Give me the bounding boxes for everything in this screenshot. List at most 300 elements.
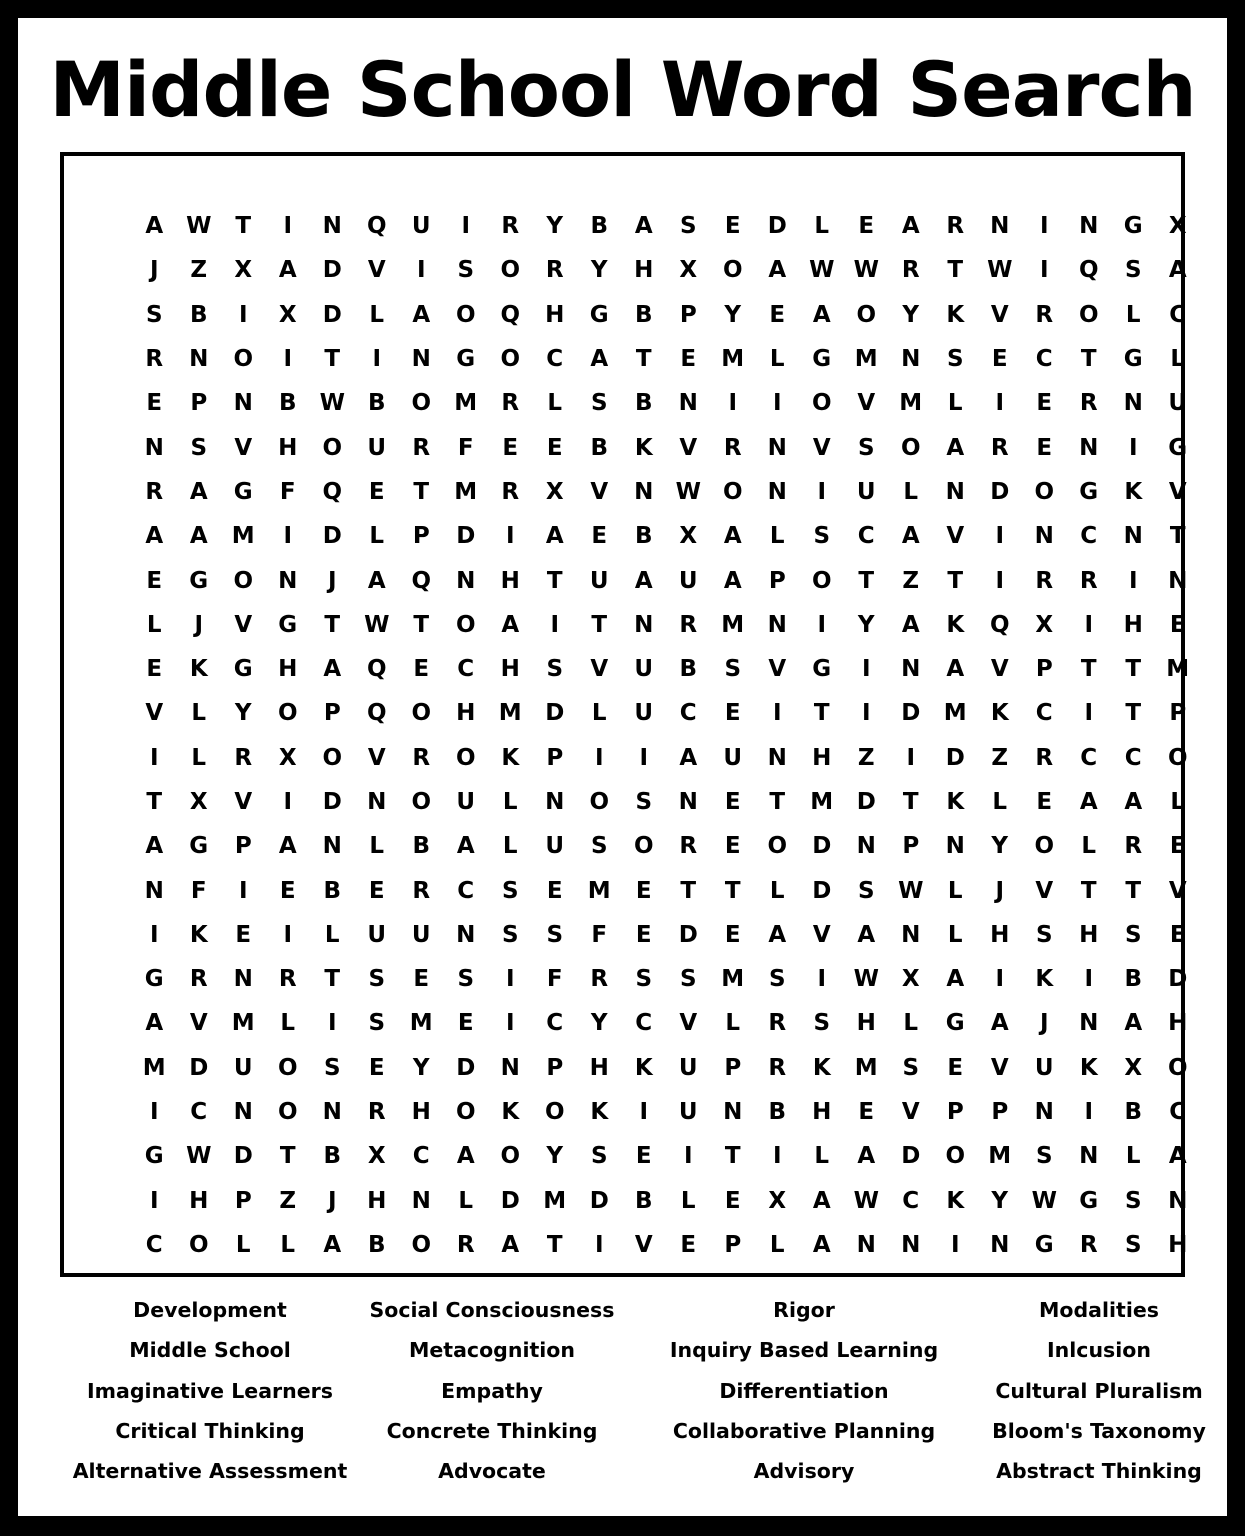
grid-letter[interactable]: N <box>767 611 787 638</box>
grid-letter[interactable]: T <box>413 611 430 638</box>
grid-letter[interactable]: U <box>1034 1054 1054 1081</box>
grid-letter[interactable]: U <box>723 744 743 771</box>
grid-letter[interactable]: Y <box>234 700 252 727</box>
grid-letter[interactable]: N <box>678 390 698 417</box>
grid-letter[interactable]: I <box>728 390 738 417</box>
grid-letter[interactable]: A <box>501 1231 520 1258</box>
grid-letter[interactable]: P <box>323 700 341 727</box>
grid-letter[interactable]: O <box>277 1099 298 1126</box>
grid-letter[interactable]: X <box>545 478 564 505</box>
grid-letter[interactable]: Y <box>724 301 742 328</box>
grid-letter[interactable]: O <box>767 833 788 860</box>
grid-letter[interactable]: E <box>1036 789 1053 815</box>
grid-letter[interactable]: I <box>639 744 649 771</box>
grid-letter[interactable]: Y <box>590 257 608 284</box>
grid-letter[interactable]: O <box>322 434 343 461</box>
grid-letter[interactable]: M <box>231 1010 255 1037</box>
grid-letter[interactable]: B <box>634 523 653 550</box>
grid-letter[interactable]: F <box>279 478 296 505</box>
grid-letter[interactable]: T <box>858 567 875 594</box>
grid-letter[interactable]: W <box>675 478 701 505</box>
grid-letter[interactable]: I <box>817 611 827 638</box>
grid-letter[interactable]: G <box>589 301 609 328</box>
grid-letter[interactable]: P <box>190 390 208 417</box>
grid-letter[interactable]: I <box>149 921 159 948</box>
grid-letter[interactable]: L <box>547 390 563 417</box>
grid-letter[interactable]: C <box>1080 523 1098 550</box>
grid-letter[interactable]: X <box>1035 611 1054 638</box>
grid-letter[interactable]: N <box>500 1054 520 1081</box>
grid-letter[interactable]: Y <box>412 1054 430 1081</box>
grid-letter[interactable]: E <box>991 346 1008 373</box>
grid-letter[interactable]: Y <box>991 1187 1009 1214</box>
grid-letter[interactable]: J <box>327 567 337 594</box>
grid-letter[interactable]: F <box>190 877 207 904</box>
grid-letter[interactable]: I <box>817 478 827 505</box>
grid-letter[interactable]: A <box>145 1010 164 1037</box>
grid-letter[interactable]: K <box>501 1099 520 1126</box>
grid-letter[interactable]: S <box>590 833 608 860</box>
grid-letter[interactable]: I <box>283 346 293 373</box>
grid-letter[interactable]: D <box>990 478 1010 505</box>
grid-letter[interactable]: I <box>505 966 515 993</box>
grid-letter[interactable]: B <box>679 656 698 683</box>
grid-letter[interactable]: I <box>1039 257 1049 284</box>
grid-letter[interactable]: A <box>323 656 342 683</box>
grid-letter[interactable]: N <box>1123 390 1143 417</box>
grid-letter[interactable]: O <box>1167 1054 1188 1081</box>
grid-letter[interactable]: T <box>680 877 697 904</box>
grid-letter[interactable]: O <box>455 744 476 771</box>
grid-letter[interactable]: I <box>550 611 560 638</box>
grid-letter[interactable]: O <box>811 390 832 417</box>
grid-letter[interactable]: X <box>679 257 698 284</box>
grid-letter[interactable]: I <box>817 966 827 993</box>
grid-letter[interactable]: R <box>367 1099 386 1126</box>
grid-letter[interactable]: M <box>721 611 745 638</box>
grid-letter[interactable]: L <box>814 213 830 240</box>
grid-letter[interactable]: A <box>1079 789 1098 815</box>
grid-letter[interactable]: E <box>1036 434 1053 461</box>
grid-letter[interactable]: N <box>278 567 298 594</box>
grid-letter[interactable]: D <box>456 523 476 550</box>
grid-letter[interactable]: O <box>1034 833 1055 860</box>
grid-letter[interactable]: E <box>1169 611 1186 638</box>
grid-letter[interactable]: I <box>861 700 871 727</box>
grid-letter[interactable]: I <box>950 1231 960 1258</box>
grid-letter[interactable]: Z <box>857 744 875 771</box>
grid-letter[interactable]: V <box>990 301 1009 328</box>
grid-letter[interactable]: E <box>635 1143 652 1170</box>
grid-letter[interactable]: M <box>1166 656 1190 683</box>
grid-letter[interactable]: M <box>142 1054 166 1081</box>
grid-letter[interactable]: Y <box>991 833 1009 860</box>
grid-letter[interactable]: D <box>322 257 342 284</box>
grid-letter[interactable]: Y <box>857 611 875 638</box>
grid-letter[interactable]: Z <box>190 257 208 284</box>
grid-letter[interactable]: T <box>813 700 830 727</box>
grid-letter[interactable]: T <box>235 213 252 240</box>
grid-letter[interactable]: R <box>1035 567 1054 594</box>
grid-letter[interactable]: R <box>278 966 297 993</box>
grid-letter[interactable]: A <box>946 966 965 993</box>
grid-letter[interactable]: W <box>1031 1187 1057 1214</box>
grid-letter[interactable]: D <box>767 213 787 240</box>
grid-letter[interactable]: A <box>857 921 876 948</box>
grid-letter[interactable]: I <box>861 656 871 683</box>
grid-letter[interactable]: H <box>278 656 298 683</box>
grid-letter[interactable]: V <box>1035 877 1054 904</box>
grid-letter[interactable]: D <box>500 1187 520 1214</box>
grid-letter[interactable]: N <box>1168 1187 1188 1214</box>
grid-letter[interactable]: W <box>809 257 835 284</box>
grid-letter[interactable]: L <box>191 744 207 771</box>
grid-letter[interactable]: T <box>546 567 563 594</box>
grid-letter[interactable]: P <box>234 833 252 860</box>
grid-letter[interactable]: O <box>1034 478 1055 505</box>
grid-letter[interactable]: N <box>767 434 787 461</box>
grid-letter[interactable]: E <box>457 1010 474 1037</box>
grid-letter[interactable]: H <box>545 301 565 328</box>
grid-letter[interactable]: E <box>680 1231 697 1258</box>
grid-letter[interactable]: N <box>545 789 565 815</box>
grid-letter[interactable]: D <box>901 700 921 727</box>
grid-letter[interactable]: O <box>633 833 654 860</box>
grid-letter[interactable]: N <box>901 346 921 373</box>
grid-letter[interactable]: N <box>411 1187 431 1214</box>
grid-letter[interactable]: Q <box>989 611 1010 638</box>
grid-letter[interactable]: N <box>856 1231 876 1258</box>
grid-letter[interactable]: A <box>946 434 965 461</box>
grid-letter[interactable]: P <box>768 567 786 594</box>
grid-letter[interactable]: S <box>501 877 519 904</box>
grid-letter[interactable]: V <box>634 1231 653 1258</box>
grid-letter[interactable]: S <box>946 346 964 373</box>
grid-letter[interactable]: O <box>411 1231 432 1258</box>
grid-letter[interactable]: C <box>190 1099 208 1126</box>
grid-letter[interactable]: E <box>680 346 697 373</box>
grid-letter[interactable]: T <box>413 478 430 505</box>
grid-letter[interactable]: V <box>812 921 831 948</box>
grid-letter[interactable]: A <box>901 213 920 240</box>
grid-letter[interactable]: O <box>322 744 343 771</box>
grid-letter[interactable]: P <box>1035 656 1053 683</box>
grid-letter[interactable]: S <box>1124 921 1142 948</box>
grid-letter[interactable]: N <box>322 833 342 860</box>
grid-letter[interactable]: N <box>634 611 654 638</box>
grid-letter[interactable]: A <box>812 1187 831 1214</box>
grid-letter[interactable]: L <box>146 611 162 638</box>
grid-letter[interactable]: T <box>146 789 163 815</box>
grid-letter[interactable]: K <box>946 789 965 815</box>
grid-letter[interactable]: E <box>1169 921 1186 948</box>
grid-letter[interactable]: I <box>772 390 782 417</box>
grid-letter[interactable]: S <box>457 257 475 284</box>
grid-letter[interactable]: U <box>678 567 698 594</box>
grid-letter[interactable]: C <box>1169 301 1187 328</box>
grid-letter[interactable]: B <box>412 833 431 860</box>
grid-letter[interactable]: E <box>279 877 296 904</box>
grid-letter[interactable]: R <box>1035 744 1054 771</box>
grid-letter[interactable]: W <box>987 257 1013 284</box>
grid-letter[interactable]: R <box>145 478 164 505</box>
grid-letter[interactable]: A <box>545 523 564 550</box>
grid-letter[interactable]: A <box>501 611 520 638</box>
grid-letter[interactable]: B <box>323 1143 342 1170</box>
grid-letter[interactable]: O <box>277 700 298 727</box>
grid-letter[interactable]: A <box>412 301 431 328</box>
grid-letter[interactable]: M <box>454 478 478 505</box>
grid-letter[interactable]: Z <box>902 567 920 594</box>
grid-letter[interactable]: N <box>634 478 654 505</box>
grid-letter[interactable]: L <box>280 1231 296 1258</box>
grid-letter[interactable]: I <box>461 213 471 240</box>
grid-letter[interactable]: V <box>812 434 831 461</box>
grid-letter[interactable]: C <box>1080 744 1098 771</box>
grid-letter[interactable]: N <box>456 567 476 594</box>
grid-letter[interactable]: P <box>724 1054 742 1081</box>
grid-letter[interactable]: I <box>505 1010 515 1037</box>
grid-letter[interactable]: E <box>635 877 652 904</box>
grid-letter[interactable]: G <box>945 1010 965 1037</box>
grid-letter[interactable]: E <box>413 966 430 993</box>
grid-letter[interactable]: R <box>456 1231 475 1258</box>
grid-letter[interactable]: S <box>590 1143 608 1170</box>
grid-letter[interactable]: N <box>233 1099 253 1126</box>
grid-letter[interactable]: A <box>456 833 475 860</box>
grid-letter[interactable]: U <box>367 921 387 948</box>
grid-letter[interactable]: A <box>634 567 653 594</box>
grid-letter[interactable]: I <box>1084 611 1094 638</box>
grid-letter[interactable]: S <box>546 656 564 683</box>
grid-letter[interactable]: U <box>634 656 654 683</box>
grid-letter[interactable]: B <box>323 877 342 904</box>
grid-letter[interactable]: M <box>721 346 745 373</box>
grid-letter[interactable]: E <box>146 567 163 594</box>
grid-letter[interactable]: W <box>853 1187 879 1214</box>
grid-letter[interactable]: V <box>145 700 164 727</box>
grid-letter[interactable]: E <box>635 921 652 948</box>
grid-letter[interactable]: K <box>501 744 520 771</box>
grid-letter[interactable]: D <box>589 1187 609 1214</box>
grid-letter[interactable]: N <box>990 213 1010 240</box>
grid-letter[interactable]: N <box>1079 1010 1099 1037</box>
grid-letter[interactable]: N <box>1034 523 1054 550</box>
grid-letter[interactable]: L <box>191 700 207 727</box>
grid-letter[interactable]: G <box>278 611 298 638</box>
grid-letter[interactable]: O <box>233 567 254 594</box>
grid-letter[interactable]: G <box>189 833 209 860</box>
grid-letter[interactable]: C <box>145 1231 163 1258</box>
grid-letter[interactable]: O <box>277 1054 298 1081</box>
grid-letter[interactable]: Q <box>1078 257 1099 284</box>
grid-letter[interactable]: T <box>1125 700 1142 727</box>
grid-letter[interactable]: L <box>502 789 518 815</box>
grid-letter[interactable]: O <box>722 478 743 505</box>
grid-letter[interactable]: A <box>723 523 742 550</box>
grid-letter[interactable]: A <box>367 567 386 594</box>
grid-letter[interactable]: E <box>724 213 741 240</box>
grid-letter[interactable]: V <box>590 656 609 683</box>
grid-letter[interactable]: C <box>1035 346 1053 373</box>
grid-letter[interactable]: T <box>724 877 741 904</box>
grid-letter[interactable]: L <box>814 1143 830 1170</box>
grid-letter[interactable]: H <box>367 1187 387 1214</box>
grid-letter[interactable]: O <box>411 390 432 417</box>
grid-letter[interactable]: A <box>857 1143 876 1170</box>
grid-letter[interactable]: M <box>454 390 478 417</box>
grid-letter[interactable]: D <box>678 921 698 948</box>
grid-letter[interactable]: S <box>1124 1187 1142 1214</box>
grid-letter[interactable]: B <box>590 434 609 461</box>
grid-letter[interactable]: Y <box>546 213 564 240</box>
grid-letter[interactable]: U <box>411 921 431 948</box>
grid-letter[interactable]: T <box>279 1143 296 1170</box>
grid-letter[interactable]: W <box>186 213 212 240</box>
grid-letter[interactable]: O <box>411 700 432 727</box>
grid-letter[interactable]: W <box>319 390 345 417</box>
grid-letter[interactable]: W <box>186 1143 212 1170</box>
grid-letter[interactable]: N <box>1079 1143 1099 1170</box>
grid-letter[interactable]: H <box>278 434 298 461</box>
grid-letter[interactable]: L <box>947 877 963 904</box>
grid-letter[interactable]: Q <box>500 301 521 328</box>
grid-letter[interactable]: V <box>679 434 698 461</box>
grid-letter[interactable]: I <box>906 744 916 771</box>
grid-letter[interactable]: T <box>546 1231 563 1258</box>
grid-letter[interactable]: H <box>1168 1010 1188 1037</box>
grid-letter[interactable]: V <box>679 1010 698 1037</box>
grid-letter[interactable]: I <box>1128 434 1138 461</box>
grid-letter[interactable]: L <box>1170 789 1186 815</box>
grid-letter[interactable]: K <box>1079 1054 1098 1081</box>
grid-letter[interactable]: I <box>1039 213 1049 240</box>
grid-letter[interactable]: K <box>1035 966 1054 993</box>
grid-letter[interactable]: L <box>680 1187 696 1214</box>
grid-letter[interactable]: U <box>678 1054 698 1081</box>
grid-letter[interactable]: R <box>946 213 965 240</box>
grid-letter[interactable]: Z <box>279 1187 297 1214</box>
grid-letter[interactable]: N <box>856 833 876 860</box>
grid-letter[interactable]: I <box>327 1010 337 1037</box>
grid-letter[interactable]: A <box>768 921 787 948</box>
grid-letter[interactable]: D <box>189 1054 209 1081</box>
grid-letter[interactable]: I <box>149 1099 159 1126</box>
grid-letter[interactable]: W <box>853 257 879 284</box>
grid-letter[interactable]: I <box>1128 567 1138 594</box>
grid-letter[interactable]: J <box>995 877 1005 904</box>
grid-letter[interactable]: L <box>903 1010 919 1037</box>
grid-letter[interactable]: T <box>1125 877 1142 904</box>
grid-letter[interactable]: V <box>1168 877 1187 904</box>
grid-letter[interactable]: E <box>413 656 430 683</box>
grid-letter[interactable]: H <box>990 921 1010 948</box>
grid-letter[interactable]: R <box>1079 567 1098 594</box>
grid-letter[interactable]: R <box>412 744 431 771</box>
grid-letter[interactable]: M <box>409 1010 433 1037</box>
grid-letter[interactable]: U <box>678 1099 698 1126</box>
grid-letter[interactable]: B <box>590 213 609 240</box>
grid-letter[interactable]: C <box>635 1010 653 1037</box>
grid-letter[interactable]: N <box>233 966 253 993</box>
grid-letter[interactable]: I <box>283 213 293 240</box>
grid-letter[interactable]: N <box>1079 434 1099 461</box>
grid-letter[interactable]: O <box>500 346 521 373</box>
grid-letter[interactable]: Q <box>366 656 387 683</box>
grid-letter[interactable]: N <box>901 1231 921 1258</box>
grid-letter[interactable]: H <box>1079 921 1099 948</box>
grid-letter[interactable]: G <box>1079 1187 1099 1214</box>
grid-letter[interactable]: P <box>234 1187 252 1214</box>
grid-letter[interactable]: I <box>372 346 382 373</box>
grid-letter[interactable]: H <box>812 1099 832 1126</box>
grid-letter[interactable]: P <box>991 1099 1009 1126</box>
grid-letter[interactable]: S <box>857 434 875 461</box>
grid-letter[interactable]: A <box>990 1010 1009 1037</box>
grid-letter[interactable]: N <box>767 478 787 505</box>
grid-letter[interactable]: G <box>144 966 164 993</box>
grid-letter[interactable]: N <box>767 744 787 771</box>
grid-letter[interactable]: N <box>1034 1099 1054 1126</box>
grid-letter[interactable]: I <box>238 877 248 904</box>
grid-letter[interactable]: R <box>768 1010 787 1037</box>
grid-letter[interactable]: V <box>367 744 386 771</box>
grid-letter[interactable]: Z <box>991 744 1009 771</box>
grid-letter[interactable]: N <box>678 789 698 815</box>
grid-letter[interactable]: L <box>1125 301 1141 328</box>
grid-letter[interactable]: K <box>946 301 965 328</box>
grid-letter[interactable]: C <box>857 523 875 550</box>
grid-letter[interactable]: A <box>1124 1010 1143 1037</box>
grid-letter[interactable]: O <box>589 789 610 815</box>
grid-letter[interactable]: O <box>900 434 921 461</box>
grid-letter[interactable]: H <box>1123 611 1143 638</box>
grid-letter[interactable]: L <box>502 833 518 860</box>
grid-letter[interactable]: G <box>1079 478 1099 505</box>
grid-letter[interactable]: K <box>634 434 653 461</box>
grid-letter[interactable]: N <box>723 1099 743 1126</box>
grid-letter[interactable]: X <box>234 257 253 284</box>
grid-letter[interactable]: R <box>234 744 253 771</box>
grid-letter[interactable]: D <box>1168 966 1188 993</box>
grid-letter[interactable]: N <box>144 434 164 461</box>
grid-letter[interactable]: L <box>769 877 785 904</box>
grid-letter[interactable]: E <box>235 921 252 948</box>
grid-letter[interactable]: N <box>322 1099 342 1126</box>
grid-letter[interactable]: I <box>1084 1099 1094 1126</box>
grid-letter[interactable]: R <box>412 434 431 461</box>
grid-letter[interactable]: H <box>812 744 832 771</box>
grid-letter[interactable]: R <box>189 966 208 993</box>
grid-letter[interactable]: S <box>1124 257 1142 284</box>
grid-letter[interactable]: S <box>724 656 742 683</box>
grid-letter[interactable]: B <box>634 390 653 417</box>
grid-letter[interactable]: H <box>634 257 654 284</box>
grid-letter[interactable]: M <box>721 966 745 993</box>
grid-letter[interactable]: I <box>149 744 159 771</box>
grid-letter[interactable]: I <box>416 257 426 284</box>
grid-letter[interactable]: H <box>411 1099 431 1126</box>
grid-letter[interactable]: H <box>500 567 520 594</box>
grid-letter[interactable]: V <box>768 656 787 683</box>
grid-letter[interactable]: E <box>368 877 385 904</box>
grid-letter[interactable]: N <box>1123 523 1143 550</box>
grid-letter[interactable]: I <box>594 1231 604 1258</box>
grid-letter[interactable]: E <box>1036 390 1053 417</box>
grid-letter[interactable]: C <box>546 1010 564 1037</box>
grid-letter[interactable]: J <box>194 611 204 638</box>
grid-letter[interactable]: I <box>995 567 1005 594</box>
